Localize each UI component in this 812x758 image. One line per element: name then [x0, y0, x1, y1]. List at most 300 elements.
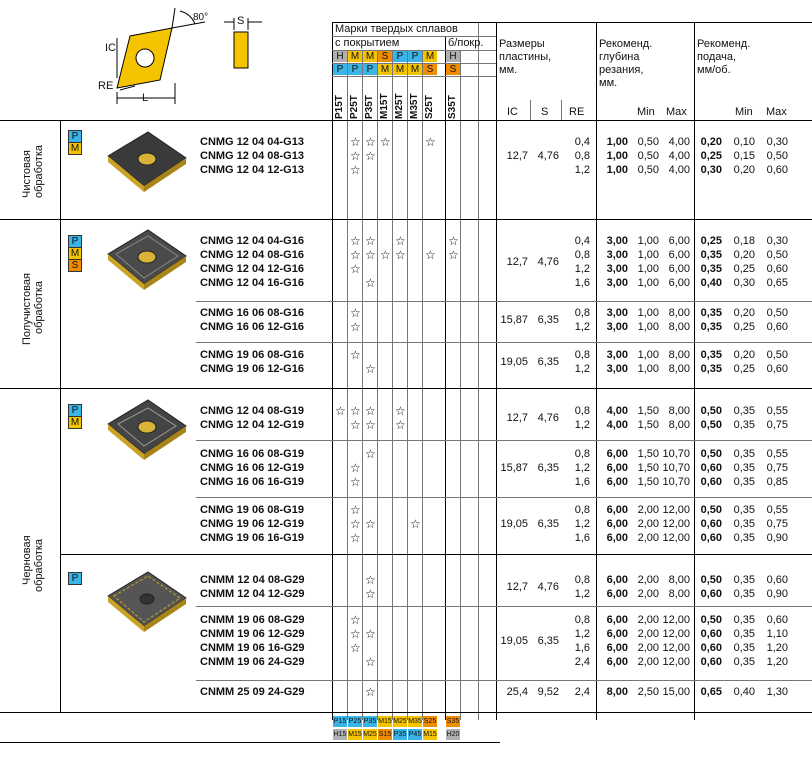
feed-min: 0,15: [733, 150, 755, 162]
product-code: CNMG 12 04 12-G13: [200, 164, 304, 176]
depth-min: 0,50: [637, 136, 659, 148]
size-title-1: Размеры: [499, 38, 545, 50]
re-value: 1,2: [574, 263, 590, 275]
depth-rec: 3,00: [606, 321, 628, 333]
iso-badge: S: [68, 259, 82, 272]
insert-image-g13: [100, 126, 190, 196]
depth-min: 1,50: [637, 419, 659, 431]
feed-rec: 0,40: [700, 277, 722, 289]
ic-value: 19,05: [500, 518, 528, 530]
availability-star: ☆: [395, 248, 406, 262]
feed-min: 0,18: [733, 235, 755, 247]
re-value: 0,8: [574, 349, 590, 361]
feed-rec: 0,25: [700, 235, 722, 247]
grade-name: S25T: [424, 95, 435, 119]
ic-value: 15,87: [500, 462, 528, 474]
product-code: CNMG 12 04 08-G13: [200, 150, 304, 162]
depth-min: 1,00: [637, 263, 659, 275]
product-code: CNMM 19 06 24-G29: [200, 656, 305, 668]
depth-min: 0,50: [637, 164, 659, 176]
s-value: 9,52: [537, 686, 559, 698]
feed-rec: 0,50: [700, 614, 722, 626]
size-title-2: пластины,: [499, 51, 552, 63]
product-code: CNMG 19 06 12-G19: [200, 518, 304, 530]
depth-max: 12,00: [662, 614, 690, 626]
feed-max: 0,30: [766, 235, 788, 247]
depth-min: 1,00: [637, 349, 659, 361]
product-code: CNMG 12 04 08-G19: [200, 405, 304, 417]
depth-max: 10,70: [662, 476, 690, 488]
product-code: CNMG 16 06 12-G16: [200, 321, 304, 333]
feed-max: 0,60: [766, 614, 788, 626]
depth-rec: 3,00: [606, 349, 628, 361]
feed-min: 0,35: [733, 419, 755, 431]
depth-rec: 6,00: [606, 532, 628, 544]
feed-min: 0,35: [733, 532, 755, 544]
depth-rec: 3,00: [606, 363, 628, 375]
product-code: CNMG 16 06 16-G19: [200, 476, 304, 488]
iso-badge: M: [68, 142, 82, 155]
availability-star: ☆: [395, 418, 406, 432]
feed-min: 0,35: [733, 405, 755, 417]
product-code: CNMG 16 06 08-G16: [200, 307, 304, 319]
depth-max: 12,00: [662, 518, 690, 530]
s-value: 4,76: [537, 581, 559, 593]
re-value: 0,8: [574, 405, 590, 417]
footer-grade-cell: M15: [423, 731, 437, 738]
feed-max: 0,55: [766, 448, 788, 460]
feed-min: 0,40: [733, 686, 755, 698]
availability-star: ☆: [350, 641, 361, 655]
re-value: 0,8: [574, 150, 590, 162]
feed-min: 0,25: [733, 363, 755, 375]
depth-min: 2,00: [637, 588, 659, 600]
feed-rec: 0,25: [700, 150, 722, 162]
iso-badge: P: [68, 572, 82, 585]
re-value: 0,4: [574, 136, 590, 148]
footer-grade-cell: P35: [363, 718, 377, 725]
grade-name: S35T: [447, 95, 458, 119]
feed-rec: 0,35: [700, 263, 722, 275]
availability-star: ☆: [365, 573, 376, 587]
iso-badge: M: [68, 416, 82, 429]
feed-max: 1,30: [766, 686, 788, 698]
product-code: CNMG 12 04 04-G13: [200, 136, 304, 148]
feed-rec: 0,35: [700, 363, 722, 375]
re-value: 2,4: [574, 656, 590, 668]
re-value: 0,8: [574, 307, 590, 319]
feed-min: 0,35: [733, 518, 755, 530]
grade-name: P15T: [334, 95, 345, 119]
section-semi-line2: обработка: [33, 280, 45, 334]
grade-name: M25T: [394, 93, 405, 119]
availability-star: ☆: [350, 475, 361, 489]
grade-iso-cell: P: [393, 51, 407, 62]
re-col-header: RE: [569, 106, 585, 118]
re-value: 1,2: [574, 462, 590, 474]
availability-star: ☆: [365, 404, 376, 418]
grade-iso-cell: P: [348, 64, 362, 75]
availability-star: ☆: [350, 320, 361, 334]
feed-title-1: Рекоменд.: [697, 38, 751, 50]
feed-rec: 0,60: [700, 532, 722, 544]
product-code: CNMG 16 06 12-G19: [200, 462, 304, 474]
iso-badge: P: [68, 404, 82, 417]
ic-col-header: IC: [507, 106, 518, 118]
depth-rec: 3,00: [606, 235, 628, 247]
grade-iso-cell: M: [408, 64, 422, 75]
product-code: CNMM 12 04 12-G29: [200, 588, 305, 600]
feed-min: 0,20: [733, 249, 755, 261]
s-value: 6,35: [537, 518, 559, 530]
re-value: 1,6: [574, 532, 590, 544]
depth-max: 10,70: [662, 462, 690, 474]
feed-min-header: Min: [735, 106, 753, 118]
feed-rec: 0,35: [700, 249, 722, 261]
ic-value: 25,4: [506, 686, 528, 698]
depth-rec: 6,00: [606, 504, 628, 516]
footer-grade-cell: H20: [446, 731, 460, 738]
ic-value: 19,05: [500, 635, 528, 647]
feed-min: 0,35: [733, 574, 755, 586]
availability-star: ☆: [365, 135, 376, 149]
product-code: CNMM 25 09 24-G29: [200, 686, 305, 698]
grade-name: P35T: [364, 95, 375, 119]
feed-rec: 0,60: [700, 518, 722, 530]
re-value: 0,4: [574, 235, 590, 247]
re-value: 1,2: [574, 588, 590, 600]
depth-rec: 1,00: [606, 164, 628, 176]
s-value: 6,35: [537, 356, 559, 368]
ic-value: 12,7: [506, 256, 528, 268]
feed-min: 0,20: [733, 307, 755, 319]
footer-grade-cell: H15: [333, 731, 347, 738]
depth-max: 8,00: [668, 405, 690, 417]
availability-star: ☆: [395, 234, 406, 248]
footer-grade-cell: M15: [348, 731, 362, 738]
feed-max-header: Max: [766, 106, 787, 118]
ic-value: 19,05: [500, 356, 528, 368]
feed-rec: 0,60: [700, 462, 722, 474]
grade-iso-cell: P: [408, 51, 422, 62]
re-value: 2,4: [574, 686, 590, 698]
depth-min: 1,00: [637, 235, 659, 247]
depth-rec: 1,00: [606, 150, 628, 162]
footer-grade-cell: S25: [423, 718, 437, 725]
depth-max: 12,00: [662, 642, 690, 654]
feed-max: 1,10: [766, 628, 788, 640]
feed-max: 0,75: [766, 419, 788, 431]
ic-value: 12,7: [506, 150, 528, 162]
feed-max: 0,55: [766, 405, 788, 417]
re-value: 0,8: [574, 614, 590, 626]
s-col-header: S: [541, 106, 549, 118]
feed-min: 0,35: [733, 462, 755, 474]
depth-max: 4,00: [668, 150, 690, 162]
feed-rec: 0,50: [700, 574, 722, 586]
availability-star: ☆: [350, 149, 361, 163]
depth-title-3: резания,: [599, 64, 644, 76]
availability-star: ☆: [350, 503, 361, 517]
grade-iso-cell: H: [333, 51, 347, 62]
availability-star: ☆: [365, 685, 376, 699]
feed-rec: 0,50: [700, 504, 722, 516]
insert-image-g29: [100, 566, 190, 636]
insert-image-g19: [100, 394, 190, 464]
depth-max: 6,00: [668, 263, 690, 275]
feed-rec: 0,60: [700, 642, 722, 654]
feed-title-3: мм/об.: [697, 64, 731, 76]
footer-grade-cell: M25: [393, 718, 407, 725]
angle-label: 80°: [193, 12, 209, 23]
product-code: CNMG 12 04 12-G19: [200, 419, 304, 431]
depth-max: 12,00: [662, 656, 690, 668]
availability-star: ☆: [350, 306, 361, 320]
ic-value: 12,7: [506, 412, 528, 424]
depth-min: 1,50: [637, 405, 659, 417]
feed-rec: 0,20: [700, 136, 722, 148]
depth-title-2: глубина: [599, 51, 640, 63]
re-value: 1,2: [574, 419, 590, 431]
feed-max: 0,60: [766, 263, 788, 275]
product-code: CNMG 19 06 16-G19: [200, 532, 304, 544]
feed-rec: 0,60: [700, 588, 722, 600]
availability-star: ☆: [350, 348, 361, 362]
depth-min: 2,00: [637, 532, 659, 544]
re-value: 1,2: [574, 321, 590, 333]
availability-star: ☆: [365, 149, 376, 163]
re-value: 0,8: [574, 504, 590, 516]
ic-value: 12,7: [506, 581, 528, 593]
feed-max: 0,30: [766, 136, 788, 148]
feed-max: 0,60: [766, 321, 788, 333]
thickness-diagram: [222, 10, 272, 80]
product-code: CNMG 19 06 08-G19: [200, 504, 304, 516]
re-value: 1,2: [574, 518, 590, 530]
section-semi-line1: Получистовая: [21, 273, 33, 345]
size-title-3: мм.: [499, 64, 518, 76]
re-value: 1,2: [574, 628, 590, 640]
availability-star: ☆: [365, 447, 376, 461]
depth-min: 1,50: [637, 462, 659, 474]
feed-rec: 0,50: [700, 448, 722, 460]
product-code: CNMM 19 06 12-G29: [200, 628, 305, 640]
depth-min: 0,50: [637, 150, 659, 162]
product-code: CNMG 12 04 16-G16: [200, 277, 304, 289]
availability-star: ☆: [365, 276, 376, 290]
re-value: 1,6: [574, 642, 590, 654]
availability-star: ☆: [425, 248, 436, 262]
depth-rec: 6,00: [606, 476, 628, 488]
insert-image-g16: [100, 224, 190, 294]
footer-grade-cell: M35: [408, 718, 422, 725]
depth-max: 12,00: [662, 504, 690, 516]
product-code: CNMG 16 06 08-G19: [200, 448, 304, 460]
availability-star: ☆: [350, 627, 361, 641]
depth-rec: 6,00: [606, 588, 628, 600]
depth-rec: 6,00: [606, 448, 628, 460]
feed-rec: 0,60: [700, 476, 722, 488]
section-rough-line2: обработка: [33, 538, 45, 592]
feed-max: 0,60: [766, 574, 788, 586]
grades-title: Марки твердых сплавов: [335, 23, 458, 35]
depth-max: 6,00: [668, 277, 690, 289]
depth-rec: 6,00: [606, 642, 628, 654]
depth-rec: 6,00: [606, 518, 628, 530]
availability-star: ☆: [350, 234, 361, 248]
depth-rec: 6,00: [606, 614, 628, 626]
availability-star: ☆: [365, 248, 376, 262]
feed-max: 0,85: [766, 476, 788, 488]
feed-min: 0,30: [733, 277, 755, 289]
depth-max-header: Max: [666, 106, 687, 118]
iso-badge: P: [68, 130, 82, 143]
feed-min: 0,10: [733, 136, 755, 148]
footer-grade-cell: P35: [393, 731, 407, 738]
feed-max: 0,55: [766, 504, 788, 516]
feed-max: 0,90: [766, 532, 788, 544]
ic-value: 15,87: [500, 314, 528, 326]
availability-star: ☆: [350, 135, 361, 149]
l-label: L: [142, 92, 149, 104]
feed-rec: 0,35: [700, 307, 722, 319]
feed-min: 0,35: [733, 588, 755, 600]
ic-label: IC: [105, 42, 116, 54]
depth-rec: 8,00: [606, 686, 628, 698]
re-value: 1,2: [574, 164, 590, 176]
product-code: CNMM 12 04 08-G29: [200, 574, 305, 586]
depth-min: 1,00: [637, 307, 659, 319]
depth-max: 8,00: [668, 588, 690, 600]
section-finishing-line2: обработка: [33, 144, 45, 198]
grade-iso-cell: M: [393, 64, 407, 75]
grade-name: M35T: [409, 93, 420, 119]
depth-title-4: мм.: [599, 77, 618, 89]
depth-max: 4,00: [668, 136, 690, 148]
feed-min: 0,35: [733, 614, 755, 626]
availability-star: ☆: [350, 418, 361, 432]
depth-min: 1,00: [637, 363, 659, 375]
feed-min: 0,25: [733, 263, 755, 275]
grade-iso-cell: M: [423, 51, 437, 62]
uncoated-label: б/покр.: [448, 37, 484, 49]
product-code: CNMG 12 04 04-G16: [200, 235, 304, 247]
depth-max: 12,00: [662, 532, 690, 544]
depth-max: 4,00: [668, 164, 690, 176]
depth-min: 1,00: [637, 277, 659, 289]
availability-star: ☆: [350, 461, 361, 475]
depth-max: 8,00: [668, 419, 690, 431]
footer-grade-cell: P15: [333, 718, 347, 725]
section-finishing-line1: Чистовая: [21, 150, 33, 198]
availability-star: ☆: [365, 418, 376, 432]
feed-min: 0,25: [733, 321, 755, 333]
depth-min: 1,00: [637, 321, 659, 333]
depth-min: 1,50: [637, 448, 659, 460]
availability-star: ☆: [350, 517, 361, 531]
depth-max: 8,00: [668, 321, 690, 333]
grade-name: P25T: [349, 95, 360, 119]
depth-rec: 6,00: [606, 656, 628, 668]
re-value: 1,6: [574, 277, 590, 289]
availability-star: ☆: [350, 531, 361, 545]
availability-star: ☆: [350, 613, 361, 627]
grade-iso-cell: S: [446, 64, 460, 75]
availability-star: ☆: [350, 262, 361, 276]
s-value: 6,35: [537, 462, 559, 474]
product-code: CNMG 19 06 12-G16: [200, 363, 304, 375]
availability-star: ☆: [365, 517, 376, 531]
product-code: CNMM 19 06 16-G29: [200, 642, 305, 654]
depth-rec: 3,00: [606, 307, 628, 319]
grade-iso-cell: M: [348, 51, 362, 62]
feed-rec: 0,30: [700, 164, 722, 176]
grade-iso-cell: S: [423, 64, 437, 75]
feed-min: 0,35: [733, 642, 755, 654]
product-code: CNMG 12 04 08-G16: [200, 249, 304, 261]
depth-max: 8,00: [668, 307, 690, 319]
depth-min: 2,00: [637, 614, 659, 626]
depth-rec: 3,00: [606, 263, 628, 275]
availability-star: ☆: [448, 248, 459, 262]
iso-badge: M: [68, 247, 82, 260]
depth-title-1: Рекоменд.: [599, 38, 653, 50]
footer-grade-cell: M15: [378, 718, 392, 725]
depth-rec: 1,00: [606, 136, 628, 148]
grade-iso-cell: M: [378, 64, 392, 75]
depth-max: 15,00: [662, 686, 690, 698]
depth-max: 8,00: [668, 574, 690, 586]
availability-star: ☆: [365, 627, 376, 641]
depth-max: 10,70: [662, 448, 690, 460]
feed-max: 0,50: [766, 150, 788, 162]
depth-min: 2,50: [637, 686, 659, 698]
footer-grade-cell: M25: [363, 731, 377, 738]
availability-star: ☆: [350, 404, 361, 418]
depth-min: 1,50: [637, 476, 659, 488]
feed-rec: 0,35: [700, 321, 722, 333]
feed-max: 0,60: [766, 164, 788, 176]
depth-rec: 4,00: [606, 405, 628, 417]
feed-max: 0,65: [766, 277, 788, 289]
depth-min: 2,00: [637, 518, 659, 530]
feed-max: 1,20: [766, 656, 788, 668]
feed-max: 0,50: [766, 307, 788, 319]
feed-max: 0,75: [766, 462, 788, 474]
feed-rec: 0,50: [700, 405, 722, 417]
re-value: 1,2: [574, 363, 590, 375]
re-value: 0,8: [574, 448, 590, 460]
availability-star: ☆: [380, 135, 391, 149]
depth-rec: 3,00: [606, 249, 628, 261]
re-label: RE: [98, 80, 114, 92]
grade-iso-cell: S: [378, 51, 392, 62]
depth-max: 6,00: [668, 249, 690, 261]
feed-min: 0,35: [733, 448, 755, 460]
iso-badge: P: [68, 235, 82, 248]
availability-star: ☆: [335, 404, 346, 418]
feed-max: 0,50: [766, 349, 788, 361]
availability-star: ☆: [410, 517, 421, 531]
feed-rec: 0,60: [700, 628, 722, 640]
grade-col-left-border: [332, 22, 333, 720]
depth-min: 2,00: [637, 642, 659, 654]
feed-max: 0,90: [766, 588, 788, 600]
grade-name: M15T: [379, 93, 390, 119]
depth-rec: 6,00: [606, 462, 628, 474]
availability-star: ☆: [380, 248, 391, 262]
grade-iso-cell: P: [363, 64, 377, 75]
